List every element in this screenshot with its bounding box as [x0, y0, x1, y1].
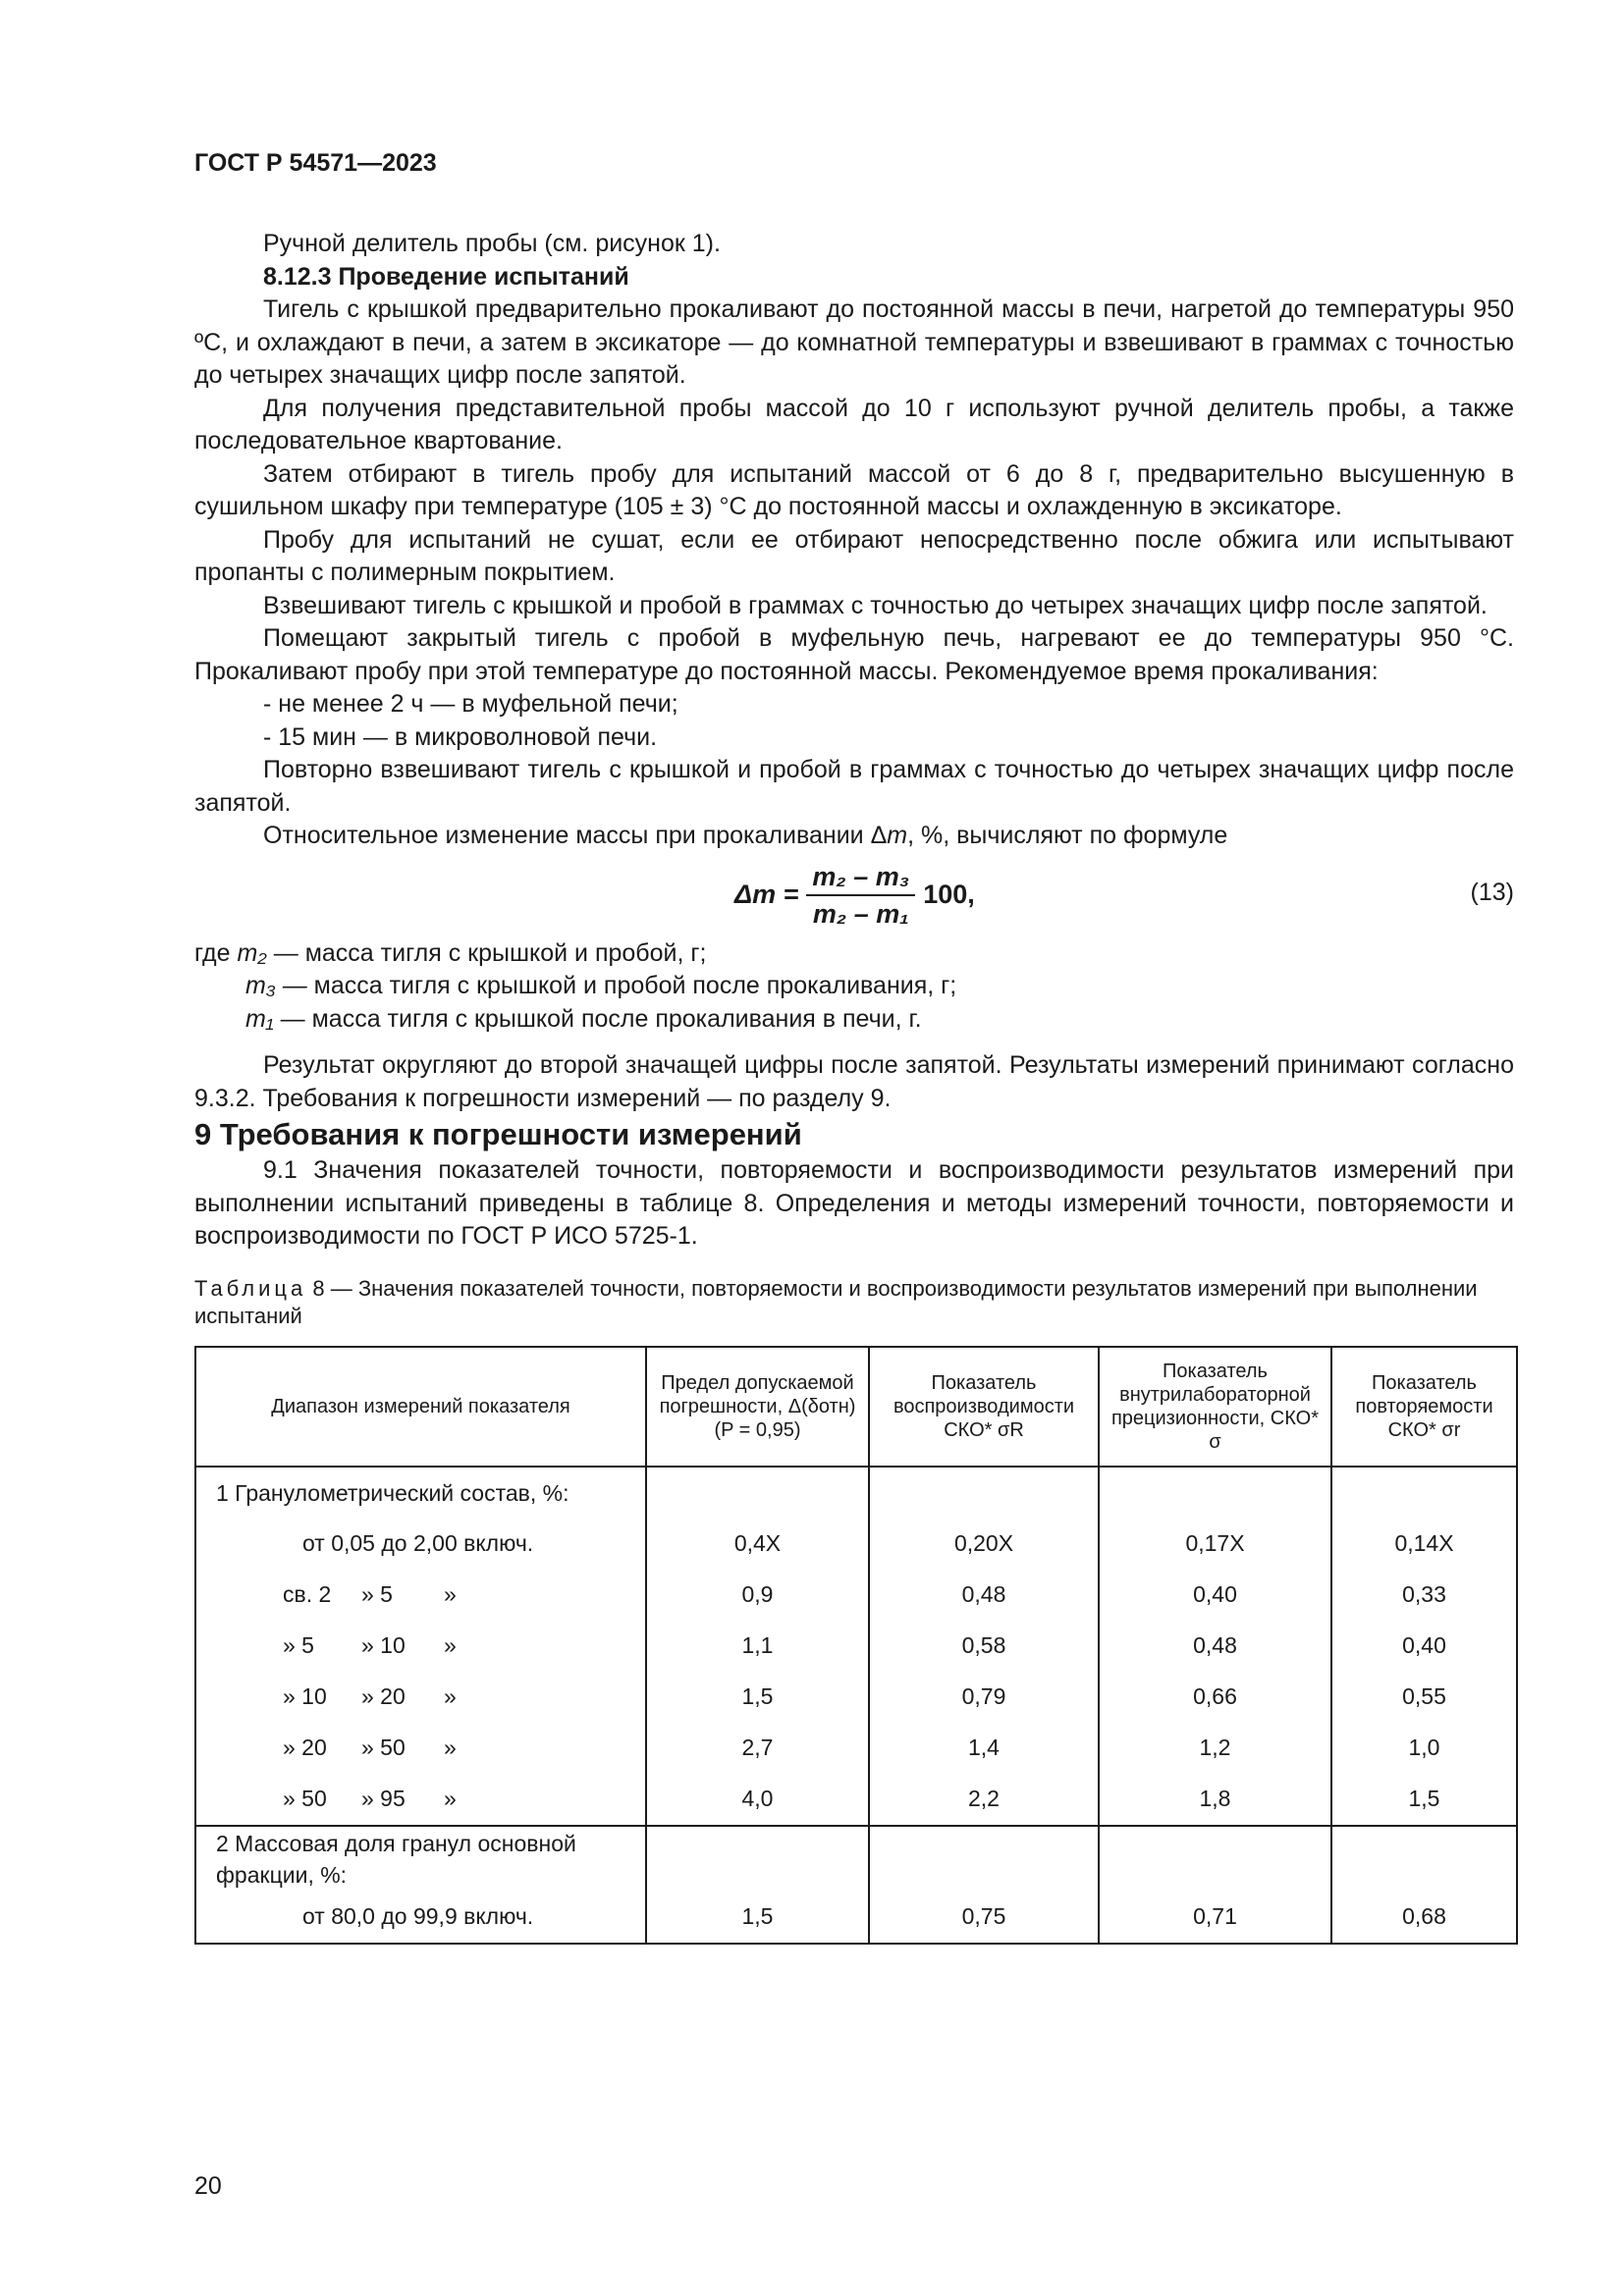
table-cell: 0,79 [869, 1672, 1099, 1723]
table-row [195, 1621, 1517, 1672]
table-cell: 0,75 [869, 1892, 1099, 1944]
table-range-cell: от 80,0 до 99,9 включ. [195, 1892, 646, 1944]
table-cell: 0,14X [1331, 1519, 1517, 1570]
paragraph: Результат округляют до второй значащей цифры после запятой. Результаты измерений принимают согласно 9.3.2. Требования к погрешности измерений — по разделу 9. [194, 1051, 1514, 1112]
table-row [195, 1519, 1517, 1570]
table-cell: 1,5 [1331, 1774, 1517, 1826]
table-cell [1099, 1826, 1331, 1892]
table-cell [1331, 1826, 1517, 1892]
table-cell [646, 1826, 869, 1892]
table-cell: 0,68 [1331, 1892, 1517, 1944]
table-group-row [195, 1826, 1517, 1892]
table-cell [869, 1467, 1099, 1519]
table-cell: 0,48 [869, 1570, 1099, 1621]
table-row [195, 1892, 1517, 1944]
list-item: - 15 мин — в микроволновой печи. [263, 722, 658, 751]
table-range-cell: » 10 » 20 » [195, 1672, 646, 1723]
table-cell [1099, 1467, 1331, 1519]
table-range-cell: » 20 » 50 » [195, 1723, 646, 1774]
table-header-cell: Показатель повторяемости СКО* σr [1331, 1347, 1517, 1467]
table-cell: 2,7 [646, 1723, 869, 1774]
table-header-cell: Показатель воспроизводимости СКО* σR [869, 1347, 1099, 1467]
table-cell: 0,4X [646, 1519, 869, 1570]
subsection-title: 8.12.3 Проведение испытаний [263, 262, 629, 291]
table-cell [1331, 1467, 1517, 1519]
paragraph: Повторно взвешивают тигель с крышкой и пробой в граммах с точностью до четырех значащих цифр после запятой. [194, 756, 1514, 817]
table-range-cell: от 0,05 до 2,00 включ. [195, 1519, 646, 1570]
paragraph: Взвешивают тигель с крышкой и пробой в граммах с точностью до четырех значащих цифр после запятой. [263, 591, 1488, 619]
table-cell: 0,48 [1099, 1621, 1331, 1672]
table-cell: 0,17X [1099, 1519, 1331, 1570]
table-range-cell: » 50 » 95 » [195, 1774, 646, 1826]
formula-fraction [806, 861, 915, 930]
table-cell: 1,0 [1331, 1723, 1517, 1774]
formula-lhs: Δm = [734, 879, 799, 909]
table-row [195, 1723, 1517, 1774]
table-header-cell: Показатель внутрилабораторной прецизионности, СКО* σ [1099, 1347, 1331, 1467]
table-cell: 0,40 [1331, 1621, 1517, 1672]
table-cell: 0,55 [1331, 1672, 1517, 1723]
table-cell: 0,40 [1099, 1570, 1331, 1621]
table-range-cell: » 5 » 10 » [195, 1621, 646, 1672]
table-row [195, 1672, 1517, 1723]
table-cell [869, 1826, 1099, 1892]
table-range-cell: св. 2 » 5 » [195, 1570, 646, 1621]
table-group-row [195, 1467, 1517, 1519]
table-cell: 0,58 [869, 1621, 1099, 1672]
section-title: 9 Требования к погрешности измерений [194, 1117, 802, 1151]
list-item: - не менее 2 ч — в муфельной печи; [263, 690, 678, 718]
paragraph: Ручной делитель пробы (см. рисунок 1). [263, 230, 721, 257]
table-body [195, 1467, 1517, 1944]
table-cell: 1,5 [646, 1892, 869, 1944]
table-row [195, 1774, 1517, 1826]
table-cell: 4,0 [646, 1774, 869, 1826]
formula-number: (13) [1470, 878, 1514, 906]
table-cell: 0,66 [1099, 1672, 1331, 1723]
formula-denominator: m₂ – m₁ [812, 898, 909, 929]
table-header-cell: Предел допускаемой погрешности, Δ(δотн) (P = 0,95) [646, 1347, 869, 1467]
table-cell: 2,2 [869, 1774, 1099, 1826]
table-cell: 0,20X [869, 1519, 1099, 1570]
table-row [195, 1570, 1517, 1621]
paragraph: 9.1 Значения показателей точности, повторяемости и воспроизводимости результатов измерений при выполнении испытаний приведены в таблице 8. Определения и методы измерений точности, повторяемости и воспроизводимости по ГОСТ Р ИСО 5725-1. [194, 1156, 1514, 1250]
page-number: 20 [194, 2172, 222, 2200]
table-cell: 0,33 [1331, 1570, 1517, 1621]
table-group-label: 1 Гранулометрический состав, %: [195, 1467, 646, 1519]
paragraph: Затем отбирают в тигель пробу для испытаний массой от 6 до 8 г, предварительно высушенную в сушильном шкафу при температуре (105 ± 3) °С до постоянной массы и охлажденную в эксикаторе. [194, 459, 1514, 520]
variable-legend: где m₂ — масса тигля с крышкой и пробой, г; m₃ — масса тигля с крышкой и пробой после прокаливания, г; m₁ — масса тигля с крышкой после прокаливания в печи, г. [194, 938, 957, 1033]
table-cell: 1,2 [1099, 1723, 1331, 1774]
formula-coefficient: 100, [923, 879, 975, 909]
table-cell: 1,8 [1099, 1774, 1331, 1826]
formula-numerator: m₂ – m₃ [806, 861, 915, 896]
table-cell: 1,5 [646, 1672, 869, 1723]
table-cell: 1,1 [646, 1621, 869, 1672]
paragraph: Пробу для испытаний не сушат, если ее отбирают непосредственно после обжига или испытывают пропанты с полимерным покрытием. [194, 525, 1514, 586]
table-header-cell: Диапазон измерений показателя [195, 1347, 646, 1467]
document-header: ГОСТ Р 54571—2023 [194, 149, 437, 177]
table-cell: 1,4 [869, 1723, 1099, 1774]
paragraph: Для получения представительной пробы массой до 10 г используют ручной делитель пробы, а также последовательное квартование. [194, 394, 1514, 454]
paragraph: Помещают закрытый тигель с пробой в муфельную печь, нагревают ее до температуры 950 °С. Прокаливают пробу при этой температуре до постоянной массы. Рекомендуемое время прокаливания: [194, 624, 1514, 685]
formula-13 [194, 857, 1514, 932]
main-content [194, 228, 1514, 1945]
table-cell: 0,71 [1099, 1892, 1331, 1944]
data-table [194, 1346, 1518, 1945]
table-group-label: 2 Массовая доля гранул основной фракции, %: [195, 1826, 646, 1892]
table-cell [646, 1467, 869, 1519]
table-cell: 0,9 [646, 1570, 869, 1621]
table-header-row [195, 1347, 1517, 1467]
paragraph: Тигель с крышкой предварительно прокаливают до постоянной массы в печи, нагретой до температуры 950 ºС, и охлаждают в печи, а затем в эксикаторе — до комнатной температуры и взвешивают в граммах с точностью до четырех значащих цифр после запятой. [194, 295, 1514, 389]
paragraph: Относительное изменение массы при прокаливании Δm, %, вычисляют по формуле [263, 822, 1228, 849]
table-caption: Таблица 8 — Значения показателей точности, повторяемости и воспроизводимости результатов измерений при выполнении испытаний [194, 1275, 1478, 1328]
